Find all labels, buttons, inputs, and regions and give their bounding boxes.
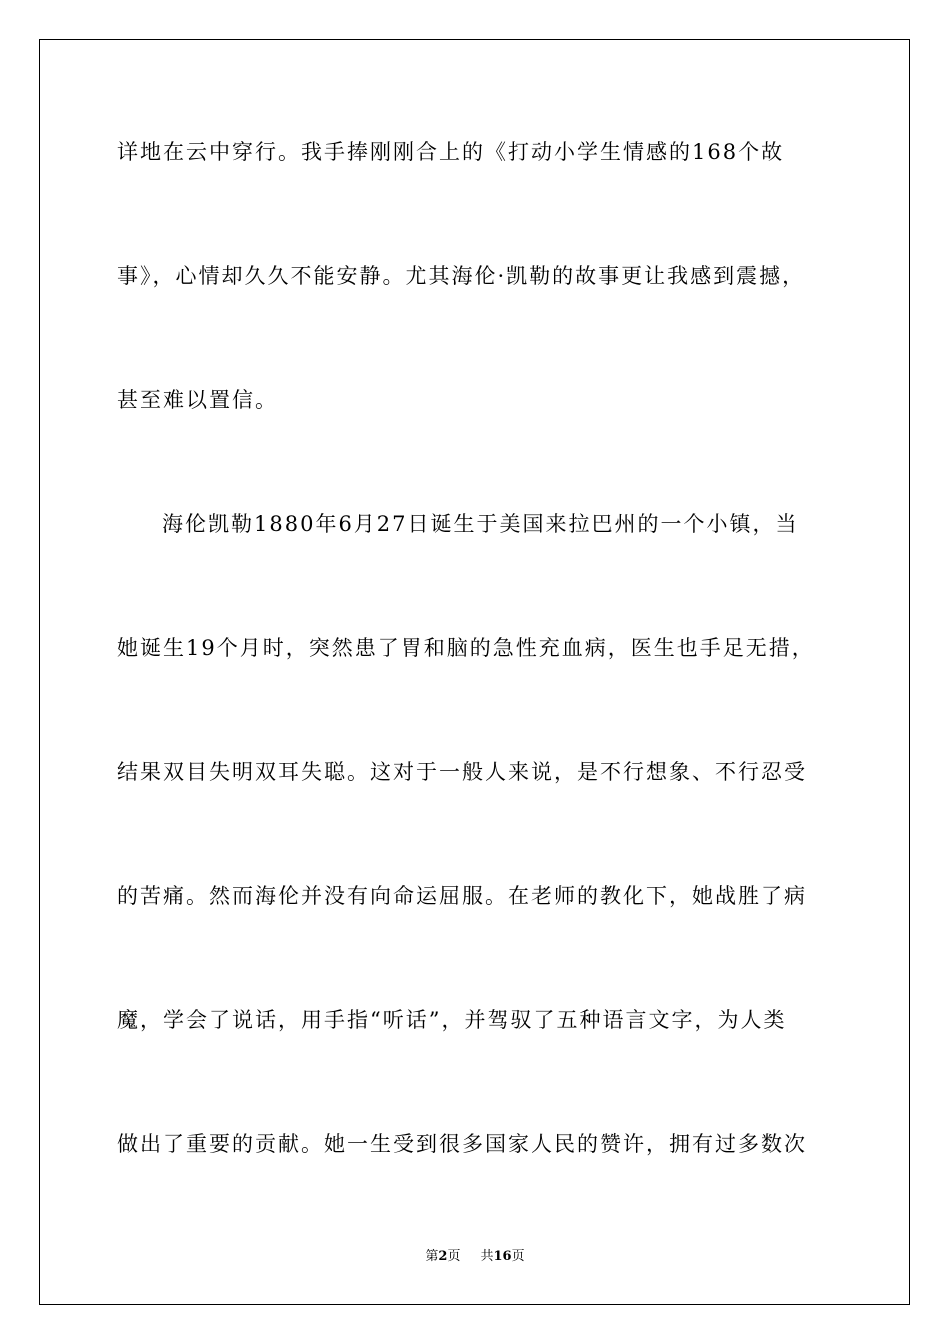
total-suffix: 页 (511, 1249, 525, 1264)
page-border (39, 39, 910, 1305)
body-line-2: 事》，心情却久久不能安静。尤其海伦·凯勒的故事更让我感到震撼， (117, 264, 806, 288)
body-line-7: 的苦痛。然而海伦并没有向命运屈服。在老师的教化下，她战胜了病 (117, 884, 807, 908)
body-line-3: 甚至难以置信。 (117, 388, 278, 412)
page-prefix: 第 (425, 1249, 439, 1264)
body-line-9: 做出了重要的贡献。她一生受到很多国家人民的赞许，拥有过多数次 (117, 1132, 807, 1156)
page-footer (0, 1249, 950, 1265)
total-pages: 16 (493, 1249, 512, 1264)
total-prefix: 共 (480, 1249, 494, 1264)
body-line-1: 详地在云中穿行。我手捧刚刚合上的《打动小学生情感的168个故 (117, 140, 785, 164)
body-line-5: 她诞生19个月时，突然患了胃和脑的急性充血病，医生也手足无措， (117, 636, 815, 660)
page-suffix: 页 (447, 1249, 461, 1264)
body-line-4: 海伦凯勒1880年6月27日诞生于美国来拉巴州的一个小镇，当 (162, 512, 799, 536)
page-number: 2 (438, 1249, 448, 1264)
body-line-8: 魔，学会了说话，用手指“听话”，并驾驭了五种语言文字，为人类 (117, 1008, 787, 1032)
body-line-6: 结果双目失明双耳失聪。这对于一般人来说，是不行想象、不行忍受 (117, 760, 807, 784)
